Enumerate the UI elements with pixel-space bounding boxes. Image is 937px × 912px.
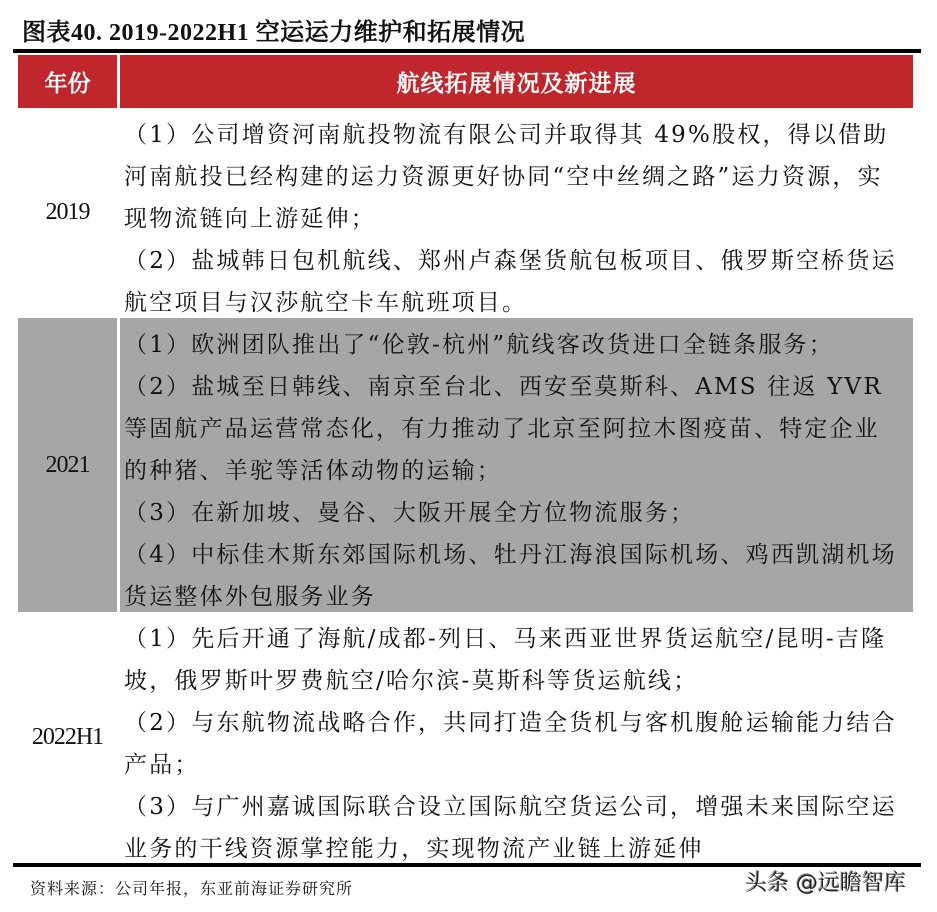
list-item: （2）盐城至日韩线、南京至台北、西安至莫斯科、AMS 往返 YVR 等固航产品运营常态化，有力推动了北京至阿拉木图疫苗、特定企业的种猪、羊驼等活体动物的运输；: [124, 374, 883, 484]
year-cell: 2022H1: [31, 723, 104, 750]
expansion-table: [18, 55, 913, 862]
progress-cell: [120, 612, 913, 862]
list-item: （1）欧洲团队推出了“伦敦-杭州”航线客改货进口全链条服务；: [124, 332, 834, 358]
table-row-2019: [18, 108, 913, 317]
top-rule: [13, 49, 921, 53]
watermark: 头条 @远瞻智库: [745, 871, 906, 896]
list-item: （2）与东航物流战略合作，共同打造全货机与客机腹舱运输能力结合产品；: [124, 710, 897, 778]
list-item: （2）盐城韩日包机航线、郑州卢森堡货航包板项目、俄罗斯空桥货运航空项目与汉莎航空卡车航班项目。: [124, 248, 897, 316]
progress-cell: [120, 318, 913, 612]
list-item: （4）中标佳木斯东郊国际机场、牡丹江海浪国际机场、鸡西凯湖机场货运整体外包服务业务: [124, 542, 897, 610]
table-row-2021: [18, 318, 913, 612]
year-cell: 2019: [45, 199, 90, 225]
header-year: 年份: [18, 55, 117, 108]
table-header: [18, 55, 913, 108]
list-item: （1）公司增资河南航投物流有限公司并取得其 49%股权，得以借助河南航投已经构建的运力资源更好协同“空中丝绸之路”运力资源，实现物流链向上游延伸；: [124, 122, 889, 232]
list-item: （1）先后开通了海航/成都-列日、马来西亚世界货运航空/昆明-吉隆坡，俄罗斯叶罗费航空/哈尔滨-莫斯科等货运航线；: [124, 626, 887, 694]
source-note: 资料来源：公司年报，东亚前海证券研究所: [30, 879, 354, 898]
figure-title: 图表40. 2019-2022H1 空运运力维护和拓展情况: [22, 20, 526, 46]
year-cell: 2021: [18, 318, 117, 612]
list-item: （3）在新加坡、曼谷、大阪开展全方位物流服务；: [124, 500, 696, 526]
progress-cell: [120, 108, 913, 317]
header-progress: 航线拓展情况及新进展: [120, 55, 913, 108]
table-row-2022h1: [18, 612, 913, 862]
list-item: （3）与广州嘉诚国际联合设立国际航空货运公司，增强未来国际空运业务的干线资源掌控能力，实现物流产业链上游延伸: [124, 794, 897, 862]
